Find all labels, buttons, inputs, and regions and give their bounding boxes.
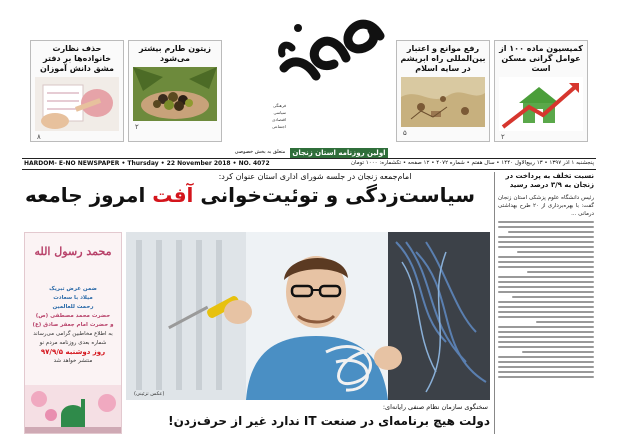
greeting-text xyxy=(25,285,121,366)
dateline-rule-bottom xyxy=(22,169,596,170)
teaser-photo-olives xyxy=(133,67,217,121)
side-line: اجتماعی xyxy=(271,124,286,129)
sidebar-story[interactable] xyxy=(498,172,594,434)
teaser-box-housing[interactable] xyxy=(494,40,588,142)
greeting-line: به اطلاع مخاطبین گرامی می‌رساند xyxy=(33,331,113,337)
teaser-page: ۲ xyxy=(501,133,505,141)
column-divider xyxy=(494,172,495,434)
masthead-tagline: متعلق به بخش خصوصی xyxy=(234,149,286,155)
dateline-english: HARDOM- E-NO NEWSPAPER • Thursday • 22 November 2018 • NO. 4072 xyxy=(24,160,270,167)
teaser-title: زیتون طارم بیشتر می‌شود xyxy=(139,44,211,63)
greeting-line: روز دوشنبه ۹۷/۹/۵ xyxy=(40,348,106,356)
teaser-box-olive[interactable] xyxy=(128,40,222,142)
bottom-headline[interactable]: دولت هیچ برنامه‌ای در صنعت IT ندارد غیر از حرف‌زدن! xyxy=(168,414,490,428)
headline-part-2: امروز جامعه xyxy=(24,183,146,207)
dateline-persian: پنجشنبه ۱ آذر ۱۳۹۷ • ۱۳ ربیع‌الاول ۱۴۴۰ • سال هفتم • شماره ۴۰۷۲ • ۱۲ صفحه • تکشماره: ۱۰۰۰ تومان xyxy=(351,160,594,166)
masthead-subtitle: اولین روزنامه استان زنجان xyxy=(290,148,388,158)
sidebar-story-body: رئیس دانشگاه علوم پزشکی استان زنجان گفت: با بهره‌برداری از ۲۰ طرح بهداشتی درمانی ... xyxy=(498,195,594,217)
teaser-photo-homework xyxy=(35,77,119,131)
masthead-logo xyxy=(276,18,386,88)
greeting-line: شماره بعدی روزنامه مردم نو xyxy=(39,340,107,346)
side-line: اقتصادی xyxy=(272,117,286,122)
teaser-page: ۸ xyxy=(37,133,41,141)
greeting-line: میلاد با سعادت xyxy=(53,295,93,301)
headline-part-1: سیاست‌زدگی و توئیت‌خوانی xyxy=(200,183,475,207)
dateline-rule-top xyxy=(22,158,596,159)
bottom-kicker: سخنگوی سازمان نظام صنفی رایانه‌ای: xyxy=(382,403,488,411)
sidebar-story-text-lines xyxy=(498,221,594,378)
calligraphy: محمد رسول الله xyxy=(34,245,112,258)
teaser-title: رفع موانع و اعتبار بین‌المللی راه ابریشم در سایه اسلام xyxy=(400,44,486,73)
photo-caption: (عکس تزئینی) xyxy=(134,391,165,397)
teaser-page: ۲ xyxy=(135,123,139,131)
mosque-illustration xyxy=(25,385,121,433)
sidebar-story-title: نسبت تخلف به پرداخت در زنجان به ۳/۹ درصد رسید xyxy=(505,172,594,189)
teaser-title: حذف نظارت خانواده‌ها بر دفتر مشق دانش آموزان xyxy=(40,44,114,73)
greeting-line: ضمن عرض تبریک xyxy=(49,286,97,292)
masthead-side-lines xyxy=(246,102,286,130)
lead-headline xyxy=(24,182,476,208)
lead-kicker: امام‌جمعه زنجان در جلسه شورای اداری استان عنوان کرد: xyxy=(218,172,412,181)
teaser-photo-map xyxy=(401,77,485,127)
greeting-line: حضرت محمد مصطفی (ص) xyxy=(35,313,111,319)
greeting-line: منتشر خواهد شد xyxy=(53,358,93,364)
teaser-photo-house xyxy=(499,77,583,131)
teaser-box-silkroad[interactable] xyxy=(396,40,490,142)
greeting-line: و حضرت امام جعفر صادق (ع) xyxy=(32,322,114,328)
masthead xyxy=(232,10,390,156)
greeting-line: رحمت للعالمین xyxy=(52,304,94,310)
side-line: سیاسی xyxy=(273,110,286,115)
teaser-title: کمیسیون ماده ۱۰۰ از عوامل گرانی مسکن است xyxy=(499,44,583,73)
greeting-ad[interactable] xyxy=(24,232,122,434)
headline-red: آفت xyxy=(152,183,194,207)
masthead-title-text xyxy=(232,10,233,11)
side-line: فرهنگی xyxy=(273,103,286,108)
lead-photo xyxy=(126,232,490,400)
teaser-page: ۵ xyxy=(403,129,407,137)
teaser-box-homework[interactable] xyxy=(30,40,124,142)
